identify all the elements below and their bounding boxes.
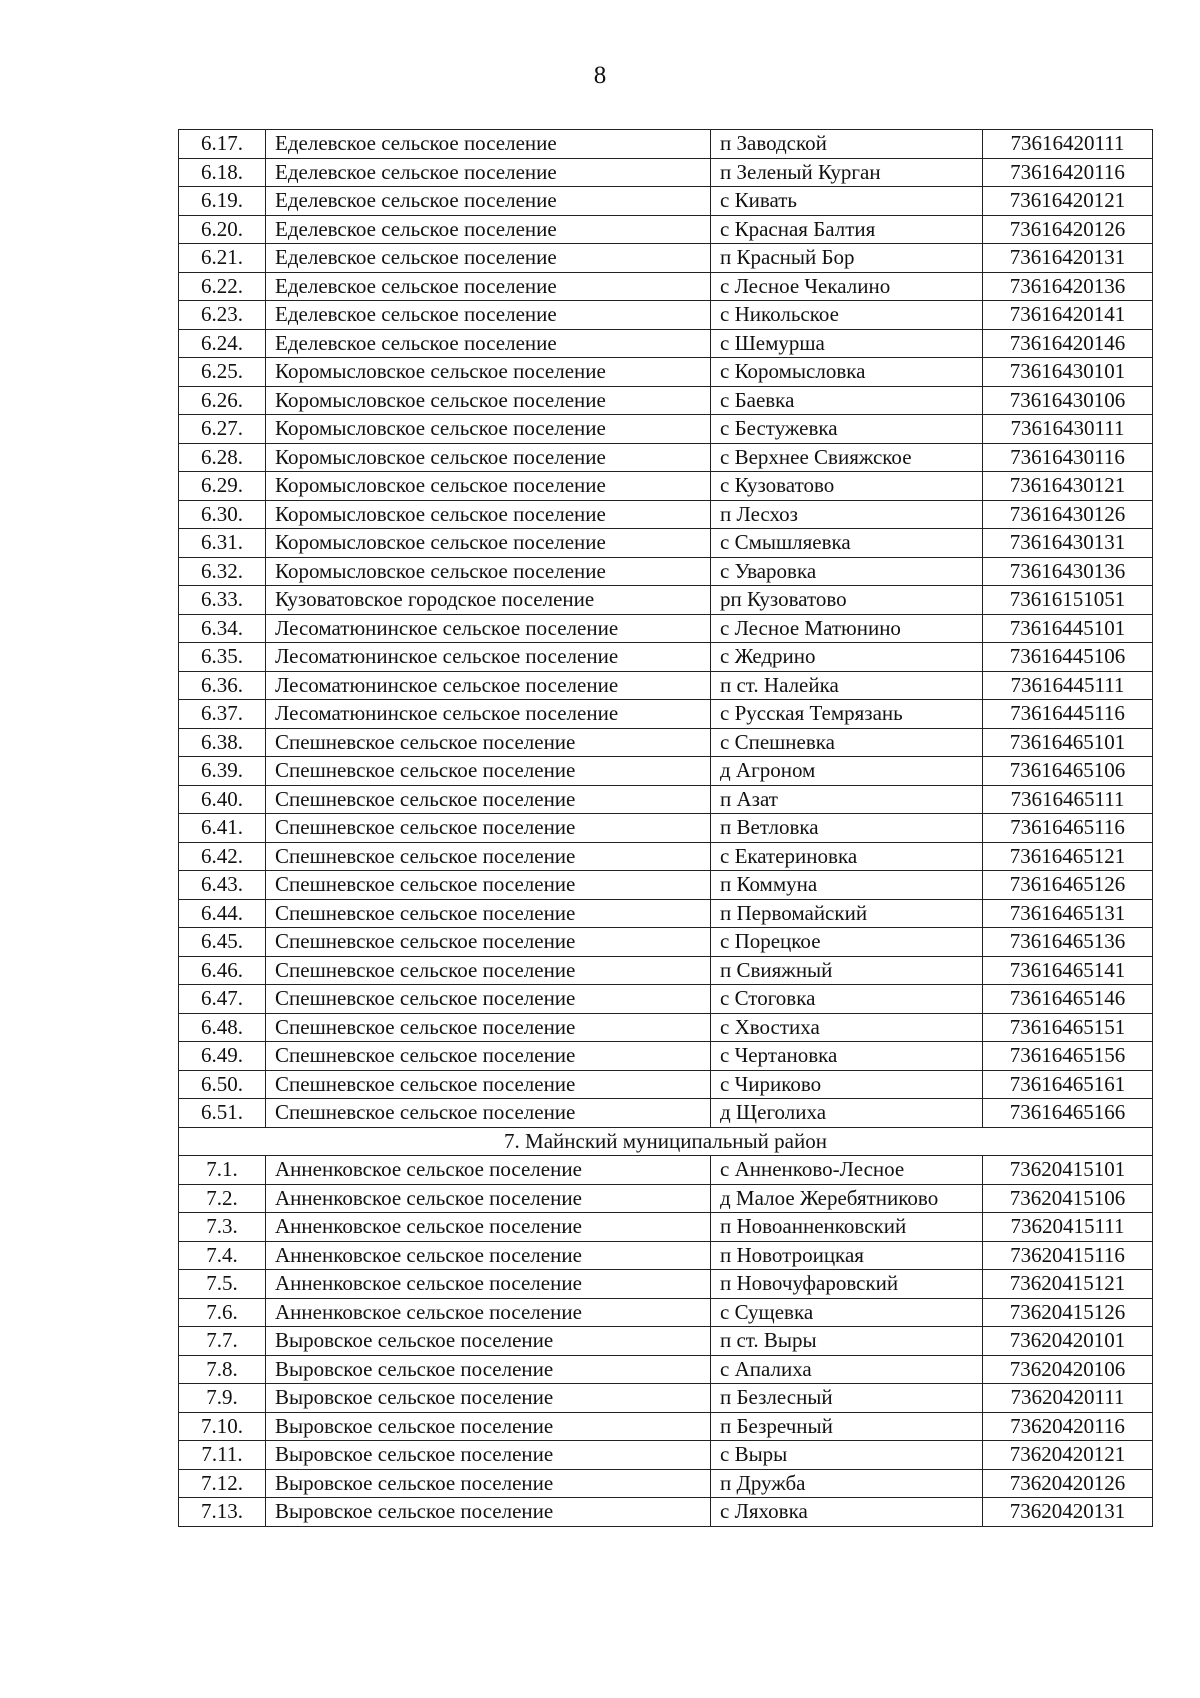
locality-name: д Агроном <box>711 757 983 786</box>
table-row <box>179 956 1153 985</box>
settlement-name: Спешневское сельское поселение <box>266 1070 711 1099</box>
oktmo-code: 73616420131 <box>983 244 1153 273</box>
settlement-name: Коромысловское сельское поселение <box>266 500 711 529</box>
oktmo-code: 73616430131 <box>983 529 1153 558</box>
locality-name: п Коммуна <box>711 871 983 900</box>
locality-name: п Новочуфаровский <box>711 1270 983 1299</box>
oktmo-code: 73616420121 <box>983 187 1153 216</box>
table-row <box>179 586 1153 615</box>
table-row <box>179 1298 1153 1327</box>
locality-name: п Новоанненковский <box>711 1213 983 1242</box>
locality-name: с Кивать <box>711 187 983 216</box>
row-number: 6.48. <box>179 1013 266 1042</box>
oktmo-code: 73620420126 <box>983 1469 1153 1498</box>
table-row <box>179 842 1153 871</box>
settlement-name: Выровское сельское поселение <box>266 1412 711 1441</box>
table-row <box>179 301 1153 330</box>
oktmo-code: 73616430116 <box>983 443 1153 472</box>
row-number: 6.24. <box>179 329 266 358</box>
oktmo-code: 73620420116 <box>983 1412 1153 1441</box>
table-row <box>179 1184 1153 1213</box>
row-number: 6.20. <box>179 215 266 244</box>
table-row <box>179 728 1153 757</box>
oktmo-code: 73616420141 <box>983 301 1153 330</box>
row-number: 7.6. <box>179 1298 266 1327</box>
locality-name: с Русская Темрязань <box>711 700 983 729</box>
row-number: 6.33. <box>179 586 266 615</box>
locality-name: с Сущевка <box>711 1298 983 1327</box>
oktmo-code: 73620415116 <box>983 1241 1153 1270</box>
row-number: 6.50. <box>179 1070 266 1099</box>
oktmo-code: 73616465151 <box>983 1013 1153 1042</box>
table-row <box>179 1042 1153 1071</box>
settlement-name: Выровское сельское поселение <box>266 1327 711 1356</box>
locality-name: с Чертановка <box>711 1042 983 1071</box>
table-row <box>179 785 1153 814</box>
settlement-name: Еделевское сельское поселение <box>266 244 711 273</box>
table-body <box>179 130 1153 1527</box>
oktmo-code: 73616430101 <box>983 358 1153 387</box>
row-number: 6.27. <box>179 415 266 444</box>
settlement-name: Еделевское сельское поселение <box>266 130 711 159</box>
row-number: 6.35. <box>179 643 266 672</box>
row-number: 6.28. <box>179 443 266 472</box>
locality-name: п Азат <box>711 785 983 814</box>
oktmo-code: 73620415126 <box>983 1298 1153 1327</box>
locality-name: д Щеголиха <box>711 1099 983 1128</box>
row-number: 6.19. <box>179 187 266 216</box>
row-number: 6.34. <box>179 614 266 643</box>
locality-name: д Малое Жеребятниково <box>711 1184 983 1213</box>
oktmo-code: 73616465116 <box>983 814 1153 843</box>
row-number: 6.31. <box>179 529 266 558</box>
oktmo-code: 73616430106 <box>983 386 1153 415</box>
row-number: 6.23. <box>179 301 266 330</box>
table-row <box>179 671 1153 700</box>
settlement-name: Лесоматюнинское сельское поселение <box>266 700 711 729</box>
locality-name: с Верхнее Свияжское <box>711 443 983 472</box>
table-row <box>179 158 1153 187</box>
oktmo-code: 73616420116 <box>983 158 1153 187</box>
table-row <box>179 928 1153 957</box>
settlement-name: Еделевское сельское поселение <box>266 187 711 216</box>
locality-name: с Коромысловка <box>711 358 983 387</box>
locality-name: п Безречный <box>711 1412 983 1441</box>
settlement-name: Еделевское сельское поселение <box>266 158 711 187</box>
row-number: 6.18. <box>179 158 266 187</box>
table-row <box>179 1355 1153 1384</box>
locality-name: с Лесное Чекалино <box>711 272 983 301</box>
settlement-name: Спешневское сельское поселение <box>266 842 711 871</box>
table-row <box>179 1241 1153 1270</box>
oktmo-code: 73616465101 <box>983 728 1153 757</box>
row-number: 6.26. <box>179 386 266 415</box>
oktmo-code: 73616465111 <box>983 785 1153 814</box>
settlement-name: Коромысловское сельское поселение <box>266 443 711 472</box>
locality-name: п Свияжный <box>711 956 983 985</box>
table-row <box>179 1099 1153 1128</box>
row-number: 6.29. <box>179 472 266 501</box>
locality-name: с Смышляевка <box>711 529 983 558</box>
oktmo-code: 73616465126 <box>983 871 1153 900</box>
oktmo-code: 73616465131 <box>983 899 1153 928</box>
table-row <box>179 1441 1153 1470</box>
table-row <box>179 614 1153 643</box>
locality-name: с Баевка <box>711 386 983 415</box>
locality-name: с Жедрино <box>711 643 983 672</box>
settlement-name: Коромысловское сельское поселение <box>266 529 711 558</box>
row-number: 7.11. <box>179 1441 266 1470</box>
table-row <box>179 1156 1153 1185</box>
row-number: 6.46. <box>179 956 266 985</box>
settlement-name: Спешневское сельское поселение <box>266 1013 711 1042</box>
locality-name: с Бестужевка <box>711 415 983 444</box>
settlement-name: Анненковское сельское поселение <box>266 1270 711 1299</box>
row-number: 6.51. <box>179 1099 266 1128</box>
oktmo-code: 73616445106 <box>983 643 1153 672</box>
settlement-name: Анненковское сельское поселение <box>266 1298 711 1327</box>
oktmo-code: 73620420131 <box>983 1498 1153 1527</box>
settlement-name: Спешневское сельское поселение <box>266 728 711 757</box>
locality-name: п Дружба <box>711 1469 983 1498</box>
oktmo-code: 73616465156 <box>983 1042 1153 1071</box>
oktmo-code: 73620420121 <box>983 1441 1153 1470</box>
settlement-name: Спешневское сельское поселение <box>266 785 711 814</box>
row-number: 6.43. <box>179 871 266 900</box>
settlement-name: Лесоматюнинское сельское поселение <box>266 643 711 672</box>
settlement-name: Выровское сельское поселение <box>266 1469 711 1498</box>
table-row <box>179 386 1153 415</box>
oktmo-code: 73620415111 <box>983 1213 1153 1242</box>
settlement-name: Спешневское сельское поселение <box>266 928 711 957</box>
settlement-name: Еделевское сельское поселение <box>266 215 711 244</box>
locality-name: с Чириково <box>711 1070 983 1099</box>
table-row <box>179 1013 1153 1042</box>
settlement-name: Коромысловское сельское поселение <box>266 415 711 444</box>
table-row <box>179 215 1153 244</box>
oktmo-code: 73616430111 <box>983 415 1153 444</box>
row-number: 7.3. <box>179 1213 266 1242</box>
locality-name: с Апалиха <box>711 1355 983 1384</box>
table-row <box>179 415 1153 444</box>
oktmo-code: 73620415121 <box>983 1270 1153 1299</box>
oktmo-code: 73616430136 <box>983 557 1153 586</box>
table-row <box>179 871 1153 900</box>
table-row <box>179 443 1153 472</box>
table-row <box>179 130 1153 159</box>
table-row <box>179 757 1153 786</box>
row-number: 6.21. <box>179 244 266 273</box>
table-row <box>179 1384 1153 1413</box>
locality-name: п Новотроицкая <box>711 1241 983 1270</box>
settlement-name: Выровское сельское поселение <box>266 1384 711 1413</box>
settlement-name: Еделевское сельское поселение <box>266 301 711 330</box>
row-number: 7.12. <box>179 1469 266 1498</box>
locality-name: п Ветловка <box>711 814 983 843</box>
oktmo-code: 73616420111 <box>983 130 1153 159</box>
settlement-name: Спешневское сельское поселение <box>266 871 711 900</box>
oktmo-code: 73620415101 <box>983 1156 1153 1185</box>
settlement-name: Выровское сельское поселение <box>266 1441 711 1470</box>
settlement-name: Лесоматюнинское сельское поселение <box>266 671 711 700</box>
row-number: 7.1. <box>179 1156 266 1185</box>
table-row <box>179 1270 1153 1299</box>
oktmo-code: 73616445116 <box>983 700 1153 729</box>
row-number: 7.2. <box>179 1184 266 1213</box>
settlement-name: Спешневское сельское поселение <box>266 1042 711 1071</box>
table-row <box>179 814 1153 843</box>
oktmo-code: 73616445101 <box>983 614 1153 643</box>
row-number: 7.10. <box>179 1412 266 1441</box>
settlement-name: Коромысловское сельское поселение <box>266 358 711 387</box>
locality-name: п Первомайский <box>711 899 983 928</box>
locality-name: с Выры <box>711 1441 983 1470</box>
row-number: 6.38. <box>179 728 266 757</box>
table-row <box>179 1469 1153 1498</box>
settlement-name: Спешневское сельское поселение <box>266 757 711 786</box>
settlement-name: Еделевское сельское поселение <box>266 329 711 358</box>
settlement-name: Коромысловское сельское поселение <box>266 557 711 586</box>
table-row <box>179 472 1153 501</box>
table-row <box>179 1498 1153 1527</box>
oktmo-code: 73616465146 <box>983 985 1153 1014</box>
table-row <box>179 244 1153 273</box>
row-number: 6.37. <box>179 700 266 729</box>
table-row <box>179 1327 1153 1356</box>
row-number: 7.7. <box>179 1327 266 1356</box>
oktmo-code: 73616465106 <box>983 757 1153 786</box>
table-row <box>179 1213 1153 1242</box>
locality-name: п Заводской <box>711 130 983 159</box>
settlement-name: Анненковское сельское поселение <box>266 1156 711 1185</box>
table-row <box>179 358 1153 387</box>
locality-name: с Уваровка <box>711 557 983 586</box>
locality-name: п ст. Выры <box>711 1327 983 1356</box>
settlement-name: Анненковское сельское поселение <box>266 1184 711 1213</box>
locality-name: п Лесхоз <box>711 500 983 529</box>
locality-name: с Екатериновка <box>711 842 983 871</box>
table-row <box>179 899 1153 928</box>
table-row <box>179 985 1153 1014</box>
oktmo-code: 73616430121 <box>983 472 1153 501</box>
row-number: 6.32. <box>179 557 266 586</box>
oktmo-code: 73620415106 <box>983 1184 1153 1213</box>
oktmo-code: 73616465141 <box>983 956 1153 985</box>
locality-name: с Спешневка <box>711 728 983 757</box>
settlement-name: Лесоматюнинское сельское поселение <box>266 614 711 643</box>
oktmo-code: 73616465121 <box>983 842 1153 871</box>
table-row <box>179 557 1153 586</box>
locality-name: с Никольское <box>711 301 983 330</box>
oktmo-code: 73616420126 <box>983 215 1153 244</box>
row-number: 6.39. <box>179 757 266 786</box>
settlement-name: Спешневское сельское поселение <box>266 956 711 985</box>
row-number: 6.25. <box>179 358 266 387</box>
oktmo-code: 73616151051 <box>983 586 1153 615</box>
oktmo-code: 73616430126 <box>983 500 1153 529</box>
row-number: 6.17. <box>179 130 266 159</box>
row-number: 7.13. <box>179 1498 266 1527</box>
locality-name: с Кузоватово <box>711 472 983 501</box>
table-row <box>179 1070 1153 1099</box>
oktmo-code: 73620420101 <box>983 1327 1153 1356</box>
settlement-name: Коромысловское сельское поселение <box>266 472 711 501</box>
locality-name: с Порецкое <box>711 928 983 957</box>
row-number: 6.45. <box>179 928 266 957</box>
oktmo-code: 73616420136 <box>983 272 1153 301</box>
row-number: 6.22. <box>179 272 266 301</box>
table-row <box>179 329 1153 358</box>
locality-name: п ст. Налейка <box>711 671 983 700</box>
locality-name: рп Кузоватово <box>711 586 983 615</box>
table-row <box>179 272 1153 301</box>
settlement-name: Спешневское сельское поселение <box>266 1099 711 1128</box>
row-number: 6.44. <box>179 899 266 928</box>
oktmo-code: 73616420146 <box>983 329 1153 358</box>
settlement-name: Спешневское сельское поселение <box>266 985 711 1014</box>
settlement-name: Выровское сельское поселение <box>266 1498 711 1527</box>
row-number: 6.30. <box>179 500 266 529</box>
locality-name: с Хвостиха <box>711 1013 983 1042</box>
table-row <box>179 700 1153 729</box>
settlement-name: Спешневское сельское поселение <box>266 899 711 928</box>
page-number: 8 <box>593 62 607 89</box>
row-number: 6.41. <box>179 814 266 843</box>
settlement-name: Анненковское сельское поселение <box>266 1213 711 1242</box>
locality-name: с Анненково-Лесное <box>711 1156 983 1185</box>
locality-name: п Зеленый Курган <box>711 158 983 187</box>
table-row <box>179 187 1153 216</box>
oktmo-code: 73620420111 <box>983 1384 1153 1413</box>
settlement-name: Выровское сельское поселение <box>266 1355 711 1384</box>
settlement-name: Кузоватовское городское поселение <box>266 586 711 615</box>
settlements-table <box>178 129 1153 1527</box>
section-header-row <box>179 1127 1153 1156</box>
oktmo-code: 73616445111 <box>983 671 1153 700</box>
locality-name: с Ляховка <box>711 1498 983 1527</box>
row-number: 6.40. <box>179 785 266 814</box>
row-number: 6.47. <box>179 985 266 1014</box>
settlement-name: Еделевское сельское поселение <box>266 272 711 301</box>
locality-name: п Безлесный <box>711 1384 983 1413</box>
settlement-name: Спешневское сельское поселение <box>266 814 711 843</box>
oktmo-code: 73620420106 <box>983 1355 1153 1384</box>
table-row <box>179 529 1153 558</box>
row-number: 6.42. <box>179 842 266 871</box>
section-title: 7. Майнский муниципальный район <box>179 1127 1153 1156</box>
oktmo-code: 73616465166 <box>983 1099 1153 1128</box>
locality-name: с Шемурша <box>711 329 983 358</box>
oktmo-code: 73616465161 <box>983 1070 1153 1099</box>
settlement-name: Анненковское сельское поселение <box>266 1241 711 1270</box>
table-row <box>179 500 1153 529</box>
locality-name: п Красный Бор <box>711 244 983 273</box>
settlement-name: Коромысловское сельское поселение <box>266 386 711 415</box>
locality-name: с Красная Балтия <box>711 215 983 244</box>
table-row <box>179 643 1153 672</box>
row-number: 6.36. <box>179 671 266 700</box>
row-number: 7.4. <box>179 1241 266 1270</box>
row-number: 7.9. <box>179 1384 266 1413</box>
locality-name: с Лесное Матюнино <box>711 614 983 643</box>
row-number: 6.49. <box>179 1042 266 1071</box>
oktmo-code: 73616465136 <box>983 928 1153 957</box>
locality-name: с Стоговка <box>711 985 983 1014</box>
row-number: 7.8. <box>179 1355 266 1384</box>
row-number: 7.5. <box>179 1270 266 1299</box>
table-row <box>179 1412 1153 1441</box>
